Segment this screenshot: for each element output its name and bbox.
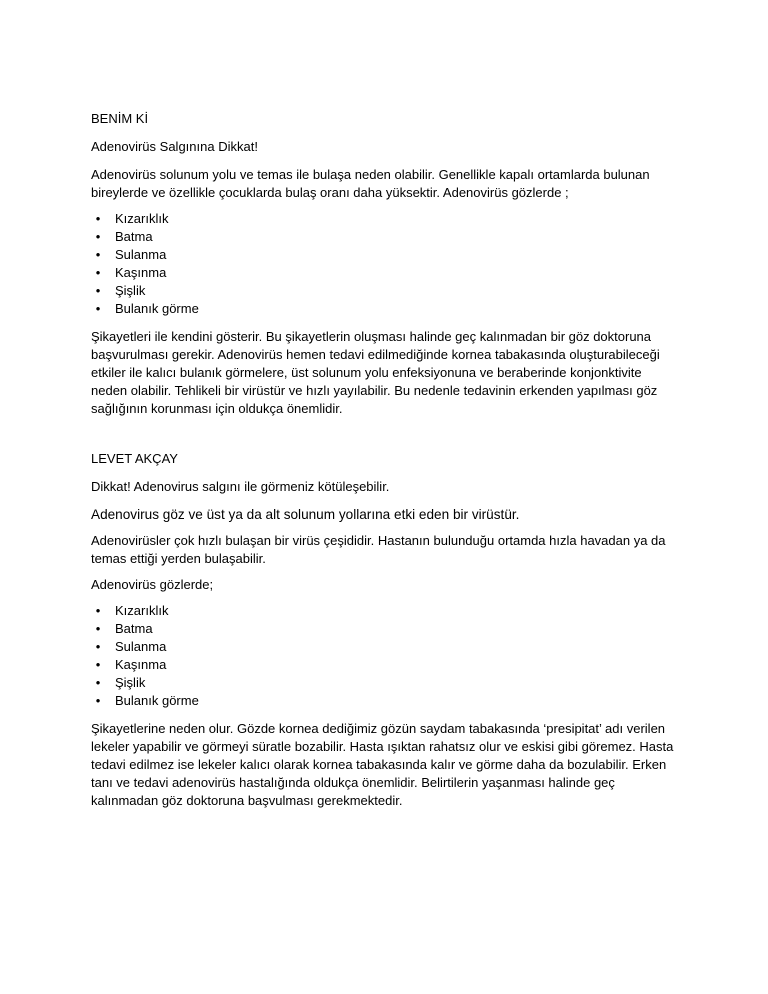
bullet-icon: • [95,657,101,672]
section2-title: Dikkat! Adenovirus salgını ile görmeniz kötüleşebilir. [91,479,390,494]
list-item: • Şişlik [91,282,681,300]
section2-symptom-list [91,602,681,710]
bullet-icon: • [95,639,101,654]
list-item: • Kaşınma [91,264,681,282]
list-item: • Batma [91,228,681,246]
bullet-icon: • [95,603,101,618]
list-item: • Bulanık görme [91,692,681,710]
section1-intro: Adenovirüs solunum yolu ve temas ile bulaşa neden olabilir. Genellikle kapalı ortamlarda bulunan bireylerde ve özellikle çocuklarda bulaş oranı daha yüksektir. Adenovirüs gözlerde ; [91,167,650,200]
bullet-icon: • [95,283,101,298]
section1-title: Adenovirüs Salgınına Dikkat! [91,139,258,154]
bullet-icon: • [95,247,101,262]
list-item: • Bulanık görme [91,300,681,318]
list-item: • Sulanma [91,638,681,656]
section2-heading: LEVET AKÇAY [91,451,178,466]
bullet-icon: • [95,265,101,280]
bullet-icon: • [95,693,101,708]
section2-para3: Adenovirüs gözlerde; [91,577,214,592]
list-item: • Kızarıklık [91,210,681,228]
section1-closing: Şikayetleri ile kendini gösterir. Bu şikayetlerin oluşması halinde geç kalınmadan bir göz doktoruna başvurulması gerekir. Adenovirüs hemen tedavi edilmediğinde kornea tabakasında oluşturabileceği etkiler ile kalıcı bulanık görmelere, üst solunum yolu enfeksiyonuna ve beraberinde konjonktivite neden olabilir. Tehlikeli bir virüstür ve hızlı yayılabilir. Bu nedenle tedavinin erkenden yapılması göz sağlığının korunması için oldukça önemlidir. [91,329,660,416]
section2-para2: Adenovirüsler çok hızlı bulaşan bir virüs çeşididir. Hastanın bulunduğu ortamda hızla havadan ya da temas ettiği yerden bulaşabilir. [91,533,666,566]
document-body [91,110,681,818]
list-item: • Kaşınma [91,656,681,674]
list-item: • Batma [91,620,681,638]
section2-closing: Şikayetlerine neden olur. Gözde kornea dediğimiz gözün saydam tabakasında ‘presipitat’ adı verilen lekeler yapabilir ve görmeyi süratle bozabilir. Hasta ışıktan rahatsız olur ve eskisi gibi göremez. Hasta tedavi edilmez ise lekeler kalıcı olarak kornea tabakasında kalır ve görme daha da bozulabilir. Erken tanı ve tedavi adenovirüs hastalığında oldukça önemlidir. Belirtilerin yaşanması halinde geç kalınmadan göz doktoruna başvulması gerekmektedir. [91,721,674,808]
bullet-icon: • [95,229,101,244]
bullet-icon: • [95,621,101,636]
list-item: • Sulanma [91,246,681,264]
section1-symptom-list [91,210,681,318]
bullet-icon: • [95,675,101,690]
list-item: • Kızarıklık [91,602,681,620]
list-item: • Şişlik [91,674,681,692]
bullet-icon: • [95,211,101,226]
section2-para1: Adenovirus göz ve üst ya da alt solunum yollarına etki eden bir virüstür. [91,507,520,522]
bullet-icon: • [95,301,101,316]
section-spacer [91,426,681,450]
section1-heading: BENİM Kİ [91,111,149,126]
